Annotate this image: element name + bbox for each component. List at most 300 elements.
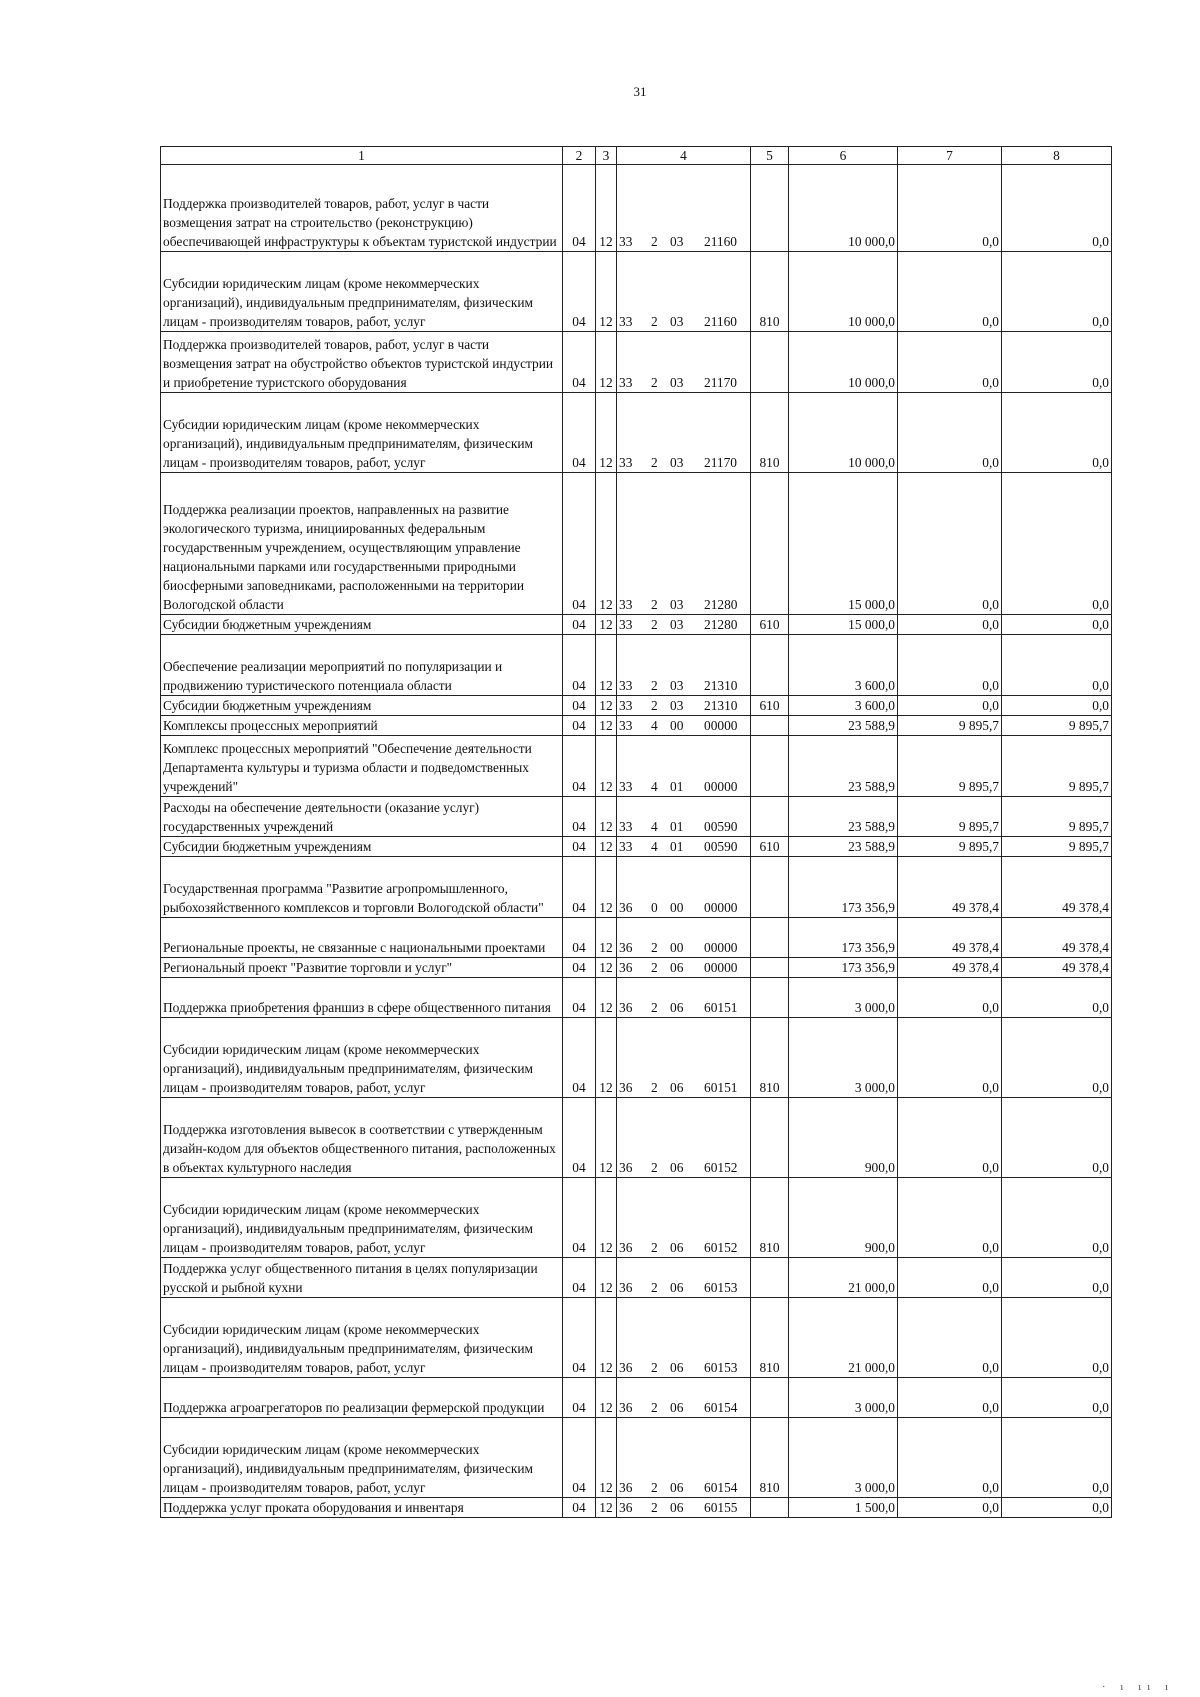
section-code-cell: 04 <box>563 918 596 958</box>
section-code-cell: 04 <box>563 393 596 473</box>
subsection-code-cell: 12 <box>596 332 617 393</box>
expense-name-cell: Субсидии бюджетным учреждениям <box>161 837 563 857</box>
expense-name-cell: Субсидии юридическим лицам (кроме некоммерческих организаций), индивидуальным предпринимателям, физическим лицам - производителям товаров, работ, услуг <box>161 1178 563 1258</box>
subsection-code-cell: 12 <box>596 837 617 857</box>
amount-year3-cell: 0,0 <box>1002 978 1112 1018</box>
expense-name-cell: Субсидии бюджетным учреждениям <box>161 696 563 716</box>
amount-year1-cell: 10 000,0 <box>789 165 898 252</box>
target-article-cell <box>617 615 751 635</box>
amount-year3-cell: 0,0 <box>1002 473 1112 615</box>
table-row <box>161 1378 1112 1418</box>
target-article-cell <box>617 1498 751 1518</box>
target-article-cell <box>617 393 751 473</box>
amount-year3-cell: 9 895,7 <box>1002 716 1112 736</box>
target-article-part: 03 <box>670 597 684 612</box>
amount-year2-cell: 0,0 <box>898 165 1002 252</box>
target-article-part: 03 <box>670 314 684 329</box>
amount-year1-cell: 10 000,0 <box>789 393 898 473</box>
budget-table <box>160 146 1112 1518</box>
target-article-part: 33 <box>619 234 633 249</box>
amount-year1-cell: 900,0 <box>789 1178 898 1258</box>
table-row <box>161 252 1112 332</box>
amount-year2-cell: 49 378,4 <box>898 918 1002 958</box>
amount-year3-cell: 0,0 <box>1002 696 1112 716</box>
table-row <box>161 1018 1112 1098</box>
amount-year2-cell: 0,0 <box>898 1258 1002 1298</box>
expense-type-cell <box>751 857 789 918</box>
target-article-part: 03 <box>670 455 684 470</box>
target-article-cell <box>617 736 751 797</box>
target-article-part: 33 <box>619 617 633 632</box>
expense-type-cell: 610 <box>751 696 789 716</box>
expense-name-cell: Расходы на обеспечение деятельности (оказание услуг) государственных учреждений <box>161 797 563 837</box>
table-row <box>161 1098 1112 1178</box>
table-row <box>161 332 1112 393</box>
expense-type-cell <box>751 473 789 615</box>
amount-year3-cell: 0,0 <box>1002 1018 1112 1098</box>
amount-year3-cell: 49 378,4 <box>1002 958 1112 978</box>
amount-year3-cell: 0,0 <box>1002 252 1112 332</box>
target-article-part: 00 <box>670 900 684 915</box>
amount-year3-cell: 0,0 <box>1002 615 1112 635</box>
target-article-part: 01 <box>670 839 684 854</box>
subsection-code-cell: 12 <box>596 797 617 837</box>
target-article-part: 60151 <box>704 1000 738 1015</box>
subsection-code-cell: 12 <box>596 857 617 918</box>
expense-name-cell: Поддержка реализации проектов, направленных на развитие экологического туризма, инициированных федеральным государственным учреждением, осуществляющим управление национальными парками или государственными природными биосферными заповедниками, расположенными на территории Вологодской области <box>161 473 563 615</box>
amount-year3-cell: 0,0 <box>1002 1498 1112 1518</box>
target-article-part: 36 <box>619 1240 633 1255</box>
subsection-code-cell: 12 <box>596 696 617 716</box>
amount-year1-cell: 3 600,0 <box>789 696 898 716</box>
target-article-part: 36 <box>619 1480 633 1495</box>
target-article-part: 36 <box>619 1500 633 1515</box>
target-article-part: 21160 <box>704 314 737 329</box>
expense-type-cell: 810 <box>751 1418 789 1498</box>
table-row <box>161 1498 1112 1518</box>
amount-year2-cell: 0,0 <box>898 1098 1002 1178</box>
expense-type-cell <box>751 978 789 1018</box>
amount-year2-cell: 0,0 <box>898 1178 1002 1258</box>
expense-name-cell: Поддержка услуг общественного питания в целях популяризации русской и рыбной кухни <box>161 1258 563 1298</box>
target-article-part: 33 <box>619 455 633 470</box>
target-article-part: 2 <box>651 1360 658 1375</box>
section-code-cell: 04 <box>563 1298 596 1378</box>
target-article-part: 00590 <box>704 819 738 834</box>
target-article-part: 33 <box>619 678 633 693</box>
expense-type-cell <box>751 797 789 837</box>
target-article-part: 06 <box>670 1360 684 1375</box>
expense-name-cell: Обеспечение реализации мероприятий по популяризации и продвижению туристического потенциала области <box>161 635 563 696</box>
target-article-part: 2 <box>651 940 658 955</box>
table-row <box>161 797 1112 837</box>
target-article-part: 2 <box>651 1080 658 1095</box>
expense-name-cell: Региональные проекты, не связанные с национальными проектами <box>161 918 563 958</box>
table-row <box>161 837 1112 857</box>
expense-type-cell: 810 <box>751 252 789 332</box>
table-row <box>161 696 1112 716</box>
target-article-part: 33 <box>619 597 633 612</box>
target-article-cell <box>617 165 751 252</box>
expense-type-cell <box>751 1258 789 1298</box>
table-row <box>161 978 1112 1018</box>
target-article-cell <box>617 473 751 615</box>
target-article-part: 21170 <box>704 455 737 470</box>
expense-name-cell: Субсидии юридическим лицам (кроме некоммерческих организаций), индивидуальным предпринимателям, физическим лицам - производителям товаров, работ, услуг <box>161 1018 563 1098</box>
section-code-cell: 04 <box>563 1418 596 1498</box>
amount-year2-cell: 0,0 <box>898 1298 1002 1378</box>
target-article-part: 06 <box>670 960 684 975</box>
subsection-code-cell: 12 <box>596 958 617 978</box>
subsection-code-cell: 12 <box>596 393 617 473</box>
expense-name-cell: Государственная программа "Развитие агропромышленного, рыбохозяйственного комплексов и торговли Вологодской области" <box>161 857 563 918</box>
amount-year3-cell: 9 895,7 <box>1002 797 1112 837</box>
section-code-cell: 04 <box>563 837 596 857</box>
amount-year3-cell: 0,0 <box>1002 1298 1112 1378</box>
amount-year1-cell: 21 000,0 <box>789 1258 898 1298</box>
section-code-cell: 04 <box>563 1498 596 1518</box>
amount-year1-cell: 23 588,9 <box>789 736 898 797</box>
amount-year1-cell: 15 000,0 <box>789 615 898 635</box>
section-code-cell: 04 <box>563 857 596 918</box>
table-row <box>161 1298 1112 1378</box>
target-article-part: 06 <box>670 1280 684 1295</box>
target-article-part: 4 <box>651 779 658 794</box>
target-article-part: 33 <box>619 819 633 834</box>
subsection-code-cell: 12 <box>596 1258 617 1298</box>
expense-type-cell: 810 <box>751 393 789 473</box>
expense-type-cell <box>751 1498 789 1518</box>
expense-type-cell: 810 <box>751 1018 789 1098</box>
table-row <box>161 1178 1112 1258</box>
target-article-part: 00000 <box>704 960 738 975</box>
table-row <box>161 958 1112 978</box>
expense-name-cell: Субсидии юридическим лицам (кроме некоммерческих организаций), индивидуальным предпринимателям, физическим лицам - производителям товаров, работ, услуг <box>161 1298 563 1378</box>
expense-name-cell: Поддержка услуг проката оборудования и инвентаря <box>161 1498 563 1518</box>
target-article-part: 2 <box>651 960 658 975</box>
subsection-code-cell: 12 <box>596 716 617 736</box>
amount-year1-cell: 1 500,0 <box>789 1498 898 1518</box>
target-article-cell <box>617 1178 751 1258</box>
amount-year3-cell: 0,0 <box>1002 332 1112 393</box>
table-row <box>161 1258 1112 1298</box>
section-code-cell: 04 <box>563 1178 596 1258</box>
target-article-part: 36 <box>619 1160 633 1175</box>
table-body <box>161 165 1112 1518</box>
target-article-part: 2 <box>651 455 658 470</box>
target-article-cell <box>617 1098 751 1178</box>
subsection-code-cell: 12 <box>596 1418 617 1498</box>
expense-name-cell: Комплексы процессных мероприятий <box>161 716 563 736</box>
target-article-part: 33 <box>619 779 633 794</box>
column-header: 2 <box>563 147 596 165</box>
target-article-part: 60154 <box>704 1400 738 1415</box>
subsection-code-cell: 12 <box>596 635 617 696</box>
amount-year3-cell: 0,0 <box>1002 1418 1112 1498</box>
table-row <box>161 918 1112 958</box>
expense-type-cell <box>751 1098 789 1178</box>
section-code-cell: 04 <box>563 1378 596 1418</box>
target-article-cell <box>617 978 751 1018</box>
target-article-part: 06 <box>670 1160 684 1175</box>
column-header: 6 <box>789 147 898 165</box>
amount-year1-cell: 10 000,0 <box>789 252 898 332</box>
target-article-part: 2 <box>651 617 658 632</box>
target-article-part: 2 <box>651 698 658 713</box>
column-header: 1 <box>161 147 563 165</box>
expense-name-cell: Поддержка агроагрегаторов по реализации фермерской продукции <box>161 1378 563 1418</box>
table-row <box>161 615 1112 635</box>
expense-type-cell: 610 <box>751 837 789 857</box>
target-article-part: 4 <box>651 718 658 733</box>
amount-year1-cell: 173 356,9 <box>789 857 898 918</box>
expense-name-cell: Поддержка производителей товаров, работ, услуг в части возмещения затрат на обустройство объектов туристской индустрии и приобретение туристского оборудования <box>161 332 563 393</box>
section-code-cell: 04 <box>563 797 596 837</box>
section-code-cell: 04 <box>563 978 596 1018</box>
subsection-code-cell: 12 <box>596 1178 617 1258</box>
amount-year1-cell: 21 000,0 <box>789 1298 898 1378</box>
target-article-part: 06 <box>670 1480 684 1495</box>
amount-year2-cell: 0,0 <box>898 1378 1002 1418</box>
target-article-part: 2 <box>651 1480 658 1495</box>
target-article-part: 2 <box>651 1400 658 1415</box>
amount-year2-cell: 9 895,7 <box>898 716 1002 736</box>
table-row <box>161 473 1112 615</box>
target-article-cell <box>617 252 751 332</box>
amount-year3-cell: 49 378,4 <box>1002 857 1112 918</box>
amount-year3-cell: 9 895,7 <box>1002 736 1112 797</box>
amount-year2-cell: 9 895,7 <box>898 837 1002 857</box>
subsection-code-cell: 12 <box>596 978 617 1018</box>
section-code-cell: 04 <box>563 615 596 635</box>
target-article-cell <box>617 716 751 736</box>
target-article-cell <box>617 857 751 918</box>
target-article-part: 21280 <box>704 597 738 612</box>
section-code-cell: 04 <box>563 1018 596 1098</box>
target-article-part: 2 <box>651 1280 658 1295</box>
section-code-cell: 04 <box>563 958 596 978</box>
section-code-cell: 04 <box>563 696 596 716</box>
column-header: 7 <box>898 147 1002 165</box>
target-article-part: 0 <box>651 900 658 915</box>
target-article-part: 4 <box>651 839 658 854</box>
expense-type-cell: 610 <box>751 615 789 635</box>
target-article-part: 06 <box>670 1080 684 1095</box>
target-article-part: 36 <box>619 1360 633 1375</box>
target-article-part: 60151 <box>704 1080 738 1095</box>
column-number-row <box>161 147 1112 165</box>
target-article-part: 60153 <box>704 1360 738 1375</box>
page-number: 31 <box>633 84 647 99</box>
amount-year2-cell: 0,0 <box>898 1018 1002 1098</box>
target-article-part: 2 <box>651 678 658 693</box>
subsection-code-cell: 12 <box>596 1018 617 1098</box>
target-article-part: 06 <box>670 1400 684 1415</box>
amount-year2-cell: 0,0 <box>898 615 1002 635</box>
target-article-cell <box>617 837 751 857</box>
target-article-part: 60152 <box>704 1240 738 1255</box>
target-article-part: 36 <box>619 960 633 975</box>
subsection-code-cell: 12 <box>596 918 617 958</box>
amount-year1-cell: 15 000,0 <box>789 473 898 615</box>
target-article-part: 21170 <box>704 375 737 390</box>
target-article-part: 03 <box>670 375 684 390</box>
amount-year2-cell: 0,0 <box>898 393 1002 473</box>
section-code-cell: 04 <box>563 1098 596 1178</box>
subsection-code-cell: 12 <box>596 1298 617 1378</box>
target-article-part: 00000 <box>704 779 738 794</box>
target-article-cell <box>617 1298 751 1378</box>
amount-year2-cell: 49 378,4 <box>898 857 1002 918</box>
amount-year1-cell: 23 588,9 <box>789 716 898 736</box>
target-article-part: 01 <box>670 779 684 794</box>
target-article-part: 36 <box>619 1080 633 1095</box>
target-article-part: 36 <box>619 1280 633 1295</box>
amount-year3-cell: 9 895,7 <box>1002 837 1112 857</box>
target-article-part: 2 <box>651 1500 658 1515</box>
expense-type-cell: 810 <box>751 1298 789 1378</box>
amount-year3-cell: 0,0 <box>1002 1378 1112 1418</box>
target-article-part: 36 <box>619 1400 633 1415</box>
amount-year3-cell: 0,0 <box>1002 393 1112 473</box>
section-code-cell: 04 <box>563 473 596 615</box>
target-article-part: 21160 <box>704 234 737 249</box>
target-article-cell <box>617 635 751 696</box>
target-article-part: 00000 <box>704 718 738 733</box>
amount-year1-cell: 23 588,9 <box>789 797 898 837</box>
target-article-part: 03 <box>670 698 684 713</box>
amount-year3-cell: 0,0 <box>1002 1258 1112 1298</box>
target-article-part: 06 <box>670 1240 684 1255</box>
section-code-cell: 04 <box>563 736 596 797</box>
expense-name-cell: Поддержка изготовления вывесок в соответствии с утвержденным дизайн-кодом для объектов общественного питания, расположенных в объектах культурного наследия <box>161 1098 563 1178</box>
expense-name-cell: Субсидии бюджетным учреждениям <box>161 615 563 635</box>
subsection-code-cell: 12 <box>596 165 617 252</box>
expense-type-cell <box>751 716 789 736</box>
amount-year1-cell: 3 000,0 <box>789 1018 898 1098</box>
target-article-part: 33 <box>619 839 633 854</box>
expense-type-cell <box>751 736 789 797</box>
target-article-cell <box>617 1378 751 1418</box>
amount-year3-cell: 0,0 <box>1002 1098 1112 1178</box>
expense-type-cell: 810 <box>751 1178 789 1258</box>
expense-name-cell: Поддержка производителей товаров, работ, услуг в части возмещения затрат на строительство (реконструкцию) обеспечивающей инфраструктуры к объектам туристской индустрии <box>161 165 563 252</box>
expense-type-cell <box>751 958 789 978</box>
target-article-part: 2 <box>651 1000 658 1015</box>
target-article-cell <box>617 696 751 716</box>
subsection-code-cell: 12 <box>596 1498 617 1518</box>
subsection-code-cell: 12 <box>596 736 617 797</box>
section-code-cell: 04 <box>563 635 596 696</box>
subsection-code-cell: 12 <box>596 1098 617 1178</box>
amount-year2-cell: 0,0 <box>898 635 1002 696</box>
amount-year3-cell: 0,0 <box>1002 165 1112 252</box>
amount-year3-cell: 0,0 <box>1002 635 1112 696</box>
expense-name-cell: Поддержка приобретения франшиз в сфере общественного питания <box>161 978 563 1018</box>
target-article-part: 4 <box>651 819 658 834</box>
target-article-part: 03 <box>670 617 684 632</box>
table-row <box>161 635 1112 696</box>
target-article-cell <box>617 1258 751 1298</box>
table-row <box>161 1418 1112 1498</box>
target-article-part: 60155 <box>704 1500 738 1515</box>
amount-year1-cell: 3 000,0 <box>789 978 898 1018</box>
column-header: 5 <box>751 147 789 165</box>
expense-name-cell: Субсидии юридическим лицам (кроме некоммерческих организаций), индивидуальным предпринимателям, физическим лицам - производителям товаров, работ, услуг <box>161 393 563 473</box>
target-article-part: 21280 <box>704 617 738 632</box>
target-article-part: 33 <box>619 314 633 329</box>
target-article-part: 2 <box>651 234 658 249</box>
table-row <box>161 165 1112 252</box>
amount-year3-cell: 0,0 <box>1002 1178 1112 1258</box>
section-code-cell: 04 <box>563 716 596 736</box>
amount-year2-cell: 0,0 <box>898 252 1002 332</box>
target-article-part: 33 <box>619 698 633 713</box>
expense-type-cell <box>751 918 789 958</box>
expense-name-cell: Субсидии юридическим лицам (кроме некоммерческих организаций), индивидуальным предпринимателям, физическим лицам - производителям товаров, работ, услуг <box>161 252 563 332</box>
amount-year1-cell: 3 000,0 <box>789 1378 898 1418</box>
target-article-part: 00590 <box>704 839 738 854</box>
target-article-part: 00 <box>670 940 684 955</box>
target-article-part: 60153 <box>704 1280 738 1295</box>
target-article-part: 2 <box>651 375 658 390</box>
expense-type-cell <box>751 1378 789 1418</box>
section-code-cell: 04 <box>563 332 596 393</box>
amount-year1-cell: 173 356,9 <box>789 958 898 978</box>
target-article-part: 33 <box>619 718 633 733</box>
target-article-cell <box>617 1418 751 1498</box>
amount-year3-cell: 49 378,4 <box>1002 918 1112 958</box>
target-article-cell <box>617 918 751 958</box>
target-article-part: 06 <box>670 1000 684 1015</box>
target-article-part: 06 <box>670 1500 684 1515</box>
target-article-part: 00 <box>670 718 684 733</box>
target-article-part: 36 <box>619 940 633 955</box>
column-header: 4 <box>617 147 751 165</box>
expense-type-cell <box>751 332 789 393</box>
expense-name-cell: Региональный проект "Развитие торговли и услуг" <box>161 958 563 978</box>
target-article-part: 36 <box>619 1000 633 1015</box>
target-article-cell <box>617 1018 751 1098</box>
table-row <box>161 857 1112 918</box>
amount-year2-cell: 0,0 <box>898 473 1002 615</box>
amount-year2-cell: 9 895,7 <box>898 797 1002 837</box>
target-article-part: 03 <box>670 234 684 249</box>
target-article-cell <box>617 958 751 978</box>
target-article-part: 21310 <box>704 698 738 713</box>
amount-year2-cell: 0,0 <box>898 1418 1002 1498</box>
amount-year1-cell: 10 000,0 <box>789 332 898 393</box>
amount-year1-cell: 900,0 <box>789 1098 898 1178</box>
scan-marks: · ı ıı ı <box>1101 1681 1174 1693</box>
target-article-part: 33 <box>619 375 633 390</box>
amount-year2-cell: 0,0 <box>898 332 1002 393</box>
section-code-cell: 04 <box>563 252 596 332</box>
amount-year2-cell: 0,0 <box>898 978 1002 1018</box>
subsection-code-cell: 12 <box>596 473 617 615</box>
target-article-part: 03 <box>670 678 684 693</box>
table-row <box>161 716 1112 736</box>
target-article-part: 00000 <box>704 940 738 955</box>
target-article-part: 2 <box>651 1240 658 1255</box>
amount-year1-cell: 3 000,0 <box>789 1418 898 1498</box>
target-article-cell <box>617 797 751 837</box>
target-article-cell <box>617 332 751 393</box>
expense-name-cell: Комплекс процессных мероприятий "Обеспечение деятельности Департамента культуры и туризма области и подведомственных учреждений" <box>161 736 563 797</box>
amount-year1-cell: 173 356,9 <box>789 918 898 958</box>
column-header: 8 <box>1002 147 1112 165</box>
amount-year2-cell: 9 895,7 <box>898 736 1002 797</box>
